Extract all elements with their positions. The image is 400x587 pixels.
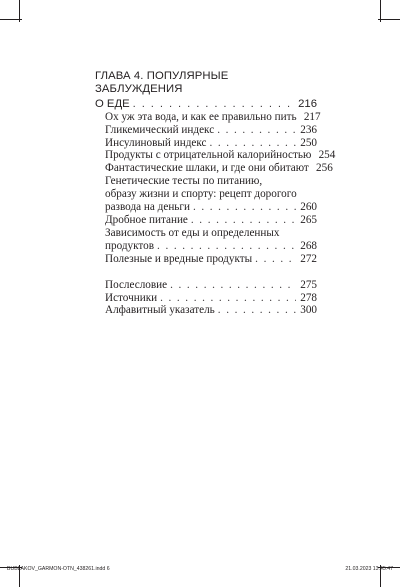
entry-label-line: Генетические тесты по питанию, <box>105 175 263 188</box>
back-matter-list <box>95 279 317 318</box>
entry-label: Продукты с отрицательной калорийностью <box>105 149 312 162</box>
toc-entry <box>105 149 336 162</box>
entry-label: Полезные и вредные продукты <box>105 252 253 265</box>
table-of-contents <box>95 70 336 317</box>
entry-label: Инсулиновый индекс <box>105 136 207 149</box>
entry-label: Ох уж эта вода, и как ее правильно пить <box>105 110 297 123</box>
entry-label: Фантастические шлаки, и где они обитают <box>105 162 309 175</box>
toc-entry <box>105 110 321 124</box>
page-number: 275 <box>300 278 317 291</box>
entry-label-line: развода на деньги <box>105 201 190 214</box>
toc-entry <box>105 279 317 292</box>
page-number: 256 <box>316 162 333 175</box>
page-number: 260 <box>300 201 317 214</box>
dot-leader <box>133 98 295 111</box>
page-number: 254 <box>318 149 336 162</box>
page-number: 217 <box>303 110 321 123</box>
dot-leader <box>160 292 296 305</box>
page-number: 272 <box>300 252 317 265</box>
dot-leader <box>191 214 296 227</box>
dot-leader <box>193 201 296 214</box>
entry-label-line: образу жизни и спорту: рецепт дорогого <box>105 188 297 201</box>
toc-entry <box>105 227 317 253</box>
page-number: 265 <box>300 213 317 226</box>
entry-label-line: Зависимость от еды и определенных <box>105 226 280 239</box>
page-number: 278 <box>300 291 317 304</box>
dot-leader <box>218 304 296 317</box>
entry-label: Источники <box>105 291 158 304</box>
toc-entry <box>105 162 333 175</box>
entry-label-line: продуктов <box>105 239 155 252</box>
toc-entry <box>105 175 317 214</box>
toc-entry <box>105 137 317 150</box>
dot-leader <box>170 279 296 292</box>
page-number: 300 <box>300 304 317 317</box>
crop-mark-top-left <box>0 19 22 20</box>
entry-label: Дробное питание <box>105 213 188 226</box>
page-number: 250 <box>300 136 317 149</box>
toc-entry <box>105 253 317 266</box>
page-number: 216 <box>298 97 317 110</box>
chapter-title: ГЛАВА 4. ПОПУЛЯРНЫЕ ЗАБЛУЖДЕНИЯ <box>95 70 229 95</box>
dot-leader <box>255 253 296 266</box>
entry-label: Гликемический индекс <box>105 123 215 136</box>
dot-leader <box>157 240 296 253</box>
entry-label: Послесловие <box>105 278 168 291</box>
dot-leader <box>217 124 296 137</box>
section-list <box>95 110 336 266</box>
entry-label: Алфавитный указатель <box>105 304 215 317</box>
page-number: 268 <box>300 239 317 252</box>
toc-entry <box>105 124 317 137</box>
chapter-entry <box>95 98 317 111</box>
dot-leader <box>209 137 296 150</box>
toc-entry <box>105 214 317 227</box>
toc-entry <box>105 304 317 317</box>
slug-timestamp: 21.03.2023 13:45:47 <box>345 566 393 572</box>
slug-filename: BUBLAKOV_GARMON-OTN_438261.indd 6 <box>7 566 110 572</box>
crop-mark-top-right <box>378 19 400 20</box>
page-number: 236 <box>300 123 317 136</box>
chapter-entry-label: О ЕДЕ <box>95 97 130 110</box>
toc-entry <box>105 292 317 305</box>
